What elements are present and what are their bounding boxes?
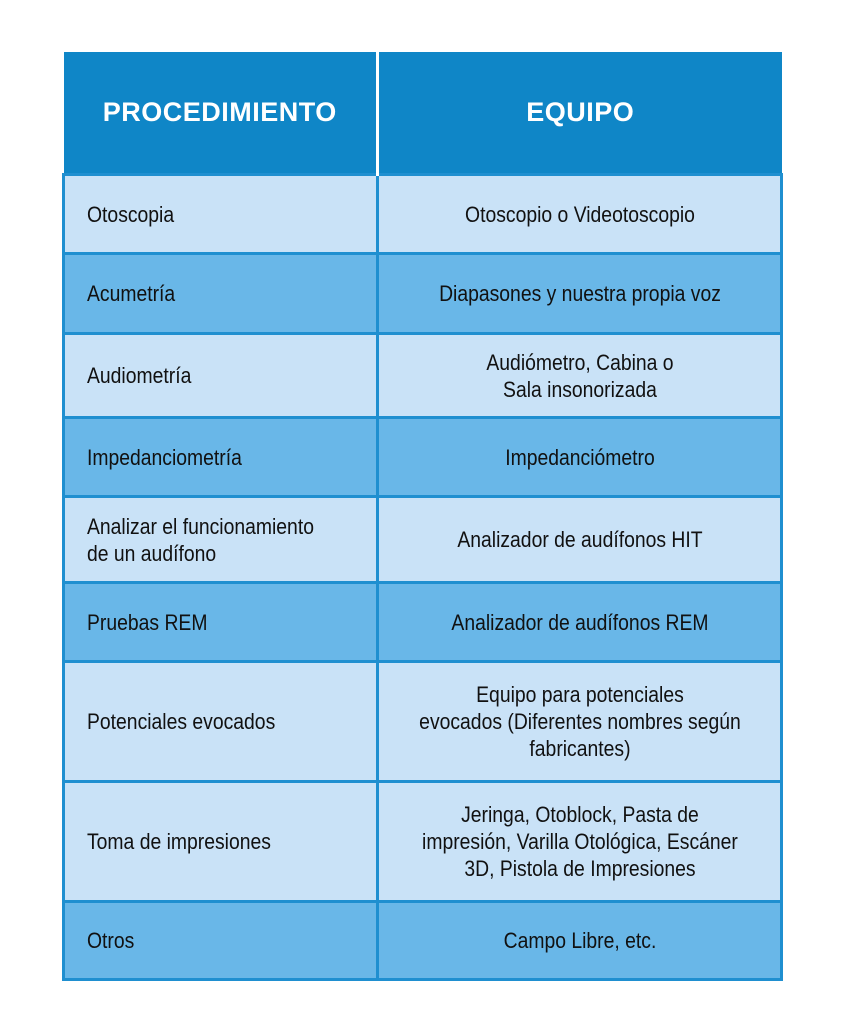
procedure-text: Acumetría [87, 281, 176, 306]
table-row [64, 175, 782, 254]
header-procedure: PROCEDIMIENTO [64, 52, 378, 175]
table-row [64, 497, 782, 583]
equipment-cell [378, 782, 782, 902]
procedure-text: Toma de impresiones [87, 829, 271, 854]
procedure-text: Analizar el funcionamiento de un audífono [87, 513, 314, 566]
table-body [64, 175, 782, 980]
table-row [64, 782, 782, 902]
procedure-cell [64, 254, 378, 334]
procedure-text: Otoscopia [87, 201, 175, 227]
equipment-cell [378, 497, 782, 583]
procedure-text: Otros [87, 928, 135, 953]
table-row [64, 902, 782, 980]
table-row [64, 334, 782, 418]
equipment-text: Jeringa, Otoblock, Pasta de impresión, Varilla Otológica, Escáner 3D, Pistola de Impresiones [421, 802, 738, 881]
procedure-text: Impedanciometría [87, 444, 242, 470]
procedure-equipment-table-container [62, 52, 780, 981]
procedure-cell [64, 782, 378, 902]
procedure-cell [64, 662, 378, 782]
table-row [64, 254, 782, 334]
procedure-cell [64, 418, 378, 497]
procedure-cell [64, 334, 378, 418]
procedure-text: Potenciales evocados [87, 709, 276, 734]
equipment-cell [378, 175, 782, 254]
table-row [64, 418, 782, 497]
equipment-text: Impedanciómetro [504, 444, 655, 470]
procedure-equipment-table [62, 52, 783, 981]
equipment-cell [378, 418, 782, 497]
equipment-text: Campo Libre, etc. [503, 928, 656, 953]
equipment-text: Analizador de audífonos HIT [456, 527, 703, 552]
table-row [64, 583, 782, 662]
header-equipment: EQUIPO [378, 52, 782, 175]
equipment-cell [378, 334, 782, 418]
equipment-text: Equipo para potenciales evocados (Diferentes nombres según fabricantes) [418, 682, 741, 761]
procedure-cell [64, 902, 378, 980]
equipment-cell [378, 254, 782, 334]
equipment-cell [378, 583, 782, 662]
procedure-text: Pruebas REM [87, 609, 208, 635]
procedure-cell [64, 583, 378, 662]
procedure-cell [64, 497, 378, 583]
equipment-text: Diapasones y nuestra propia voz [438, 281, 721, 306]
equipment-cell [378, 662, 782, 782]
procedure-text: Audiometría [87, 363, 192, 388]
equipment-text: Otoscopio o Videotoscopio [464, 201, 695, 227]
equipment-text: Analizador de audífonos REM [450, 609, 709, 635]
table-row [64, 662, 782, 782]
header-row [64, 52, 782, 175]
table-header [64, 52, 782, 175]
equipment-cell [378, 902, 782, 980]
equipment-text: Audiómetro, Cabina o Sala insonorizada [485, 349, 674, 402]
procedure-cell [64, 175, 378, 254]
